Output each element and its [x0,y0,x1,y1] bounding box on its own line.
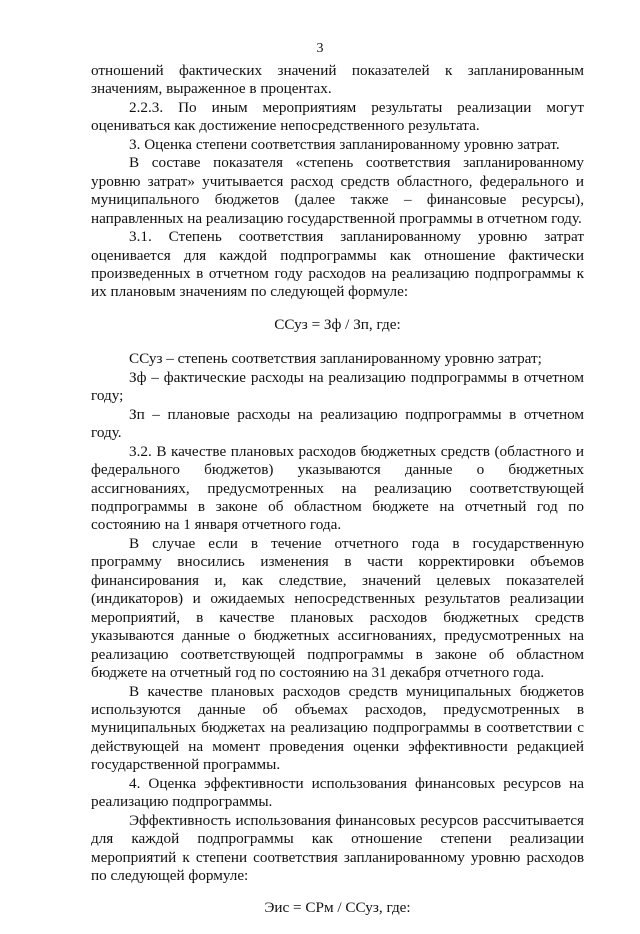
paragraph-2-2-3: 2.2.3. По иным мероприятиям результаты реализации могут оцениваться как достижение непосредственного результата. [91,98,584,135]
paragraph-3-2: 3.2. В качестве плановых расходов бюджетных средств (областного и федерального бюджетов) указываются данные о бюджетных ассигнованиях, предусмотренных на реализацию соответствующей подпрограммы в законе об областном бюджете на отчетный год по состоянию на 1 января отчетного года. [91,442,584,534]
paragraph-3-1: 3.1. Степень соответствия запланированному уровню затрат оценивается для каждой подпрограммы как отношение фактически произведенных в отчетном году расходов на реализацию подпрограммы к их плановым значениям по следующей формуле: [91,228,584,301]
section-heading-4: 4. Оценка эффективности использования финансовых ресурсов на реализацию подпрограммы. [91,774,584,811]
definition-ssuz: ССуз – степень соответствия запланированному уровню затрат; [129,350,542,368]
paragraph-municipal-budgets: В качестве плановых расходов средств муниципальных бюджетов используются данные об объемах расходов, предусмотренных в муниципальных бюджетах на реализацию подпрограммы в соответствии с действующей на момент проведения оценки эффективности редакцией государственной программы. [91,682,584,774]
paragraph-continuation: отношений фактических значений показателей к запланированным значениям, выраженное в процентах. [91,62,584,98]
formula-eis: Эис = СРм / ССуз, где: [264,899,411,917]
definition-zf: Зф – фактические расходы на реализацию подпрограммы в отчетном году; [91,368,584,405]
page-number: 3 [316,41,324,56]
document-body [91,62,584,934]
section-heading-3: 3. Оценка степени соответствия запланированному уровню затрат. [129,135,560,153]
paragraph-cost-indicator: В составе показателя «степень соответствия запланированному уровню затрат» учитывается расход средств областного, федерального и муниципального бюджетов (далее также – финансовые ресурсы), направленных на реализацию государственной программы в отчетном году. [91,154,584,227]
paragraph-efficiency: Эффективность использования финансовых ресурсов рассчитывается для каждой подпрограммы как отношение степени реализации мероприятий к степени соответствия запланированному уровню расходов по следующей формуле: [91,811,584,885]
formula-ssuz: ССуз = Зф / Зп, где: [274,315,401,333]
definition-zp: Зп – плановые расходы на реализацию подпрограммы в отчетном году. [91,405,584,442]
paragraph-program-changes: В случае если в течение отчетного года в государственную программу вносились изменения в части корректировки объемов финансирования и, как следствие, значений целевых показателей (индикаторов) и ожидаемых непосредственных результатов реализации мероприятий, в качестве плановых расходов бюджетных средств указываются данные о бюджетных ассигнованиях, предусмотренных на реализацию соответствующей подпрограммы в законе об областном бюджете на отчетный год по состоянию на 31 декабря отчетного года. [91,534,584,682]
